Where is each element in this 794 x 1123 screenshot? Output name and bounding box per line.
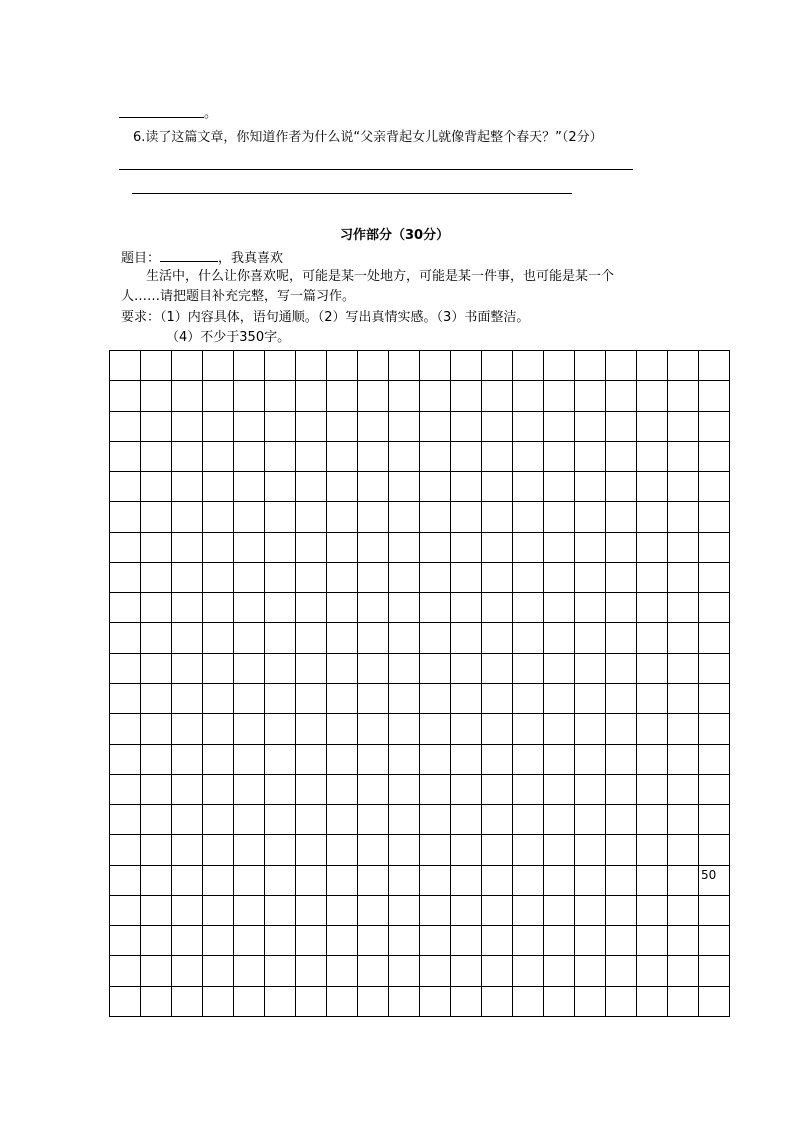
grid-count-marker: 50 <box>701 868 717 882</box>
composition-heading: 习作部分（30分） <box>340 228 450 243</box>
topic-suffix: ，我真喜欢 <box>218 251 284 266</box>
composition-prompt-line-1: 生活中，什么让你喜欢呢，可能是某一处地方，可能是某一件事，也可能是某一个 <box>146 269 615 284</box>
composition-requirements-line-1: 要求：（1）内容具体，语句通顺。（2）写出真情实感。（3）书面整洁。 <box>121 310 530 325</box>
composition-prompt-line-2: 人……请把题目补充完整，写一篇习作。 <box>121 289 356 304</box>
composition-requirements-line-2: （4）不少于350字。 <box>166 330 291 345</box>
question-6-text: 6.读了这篇文章，你知道作者为什么说“父亲背起女儿就像背起整个春天？”（2分） <box>133 130 603 145</box>
answer-line-end-mark: 。 <box>204 106 218 121</box>
topic-prefix: 题目： <box>121 251 161 266</box>
